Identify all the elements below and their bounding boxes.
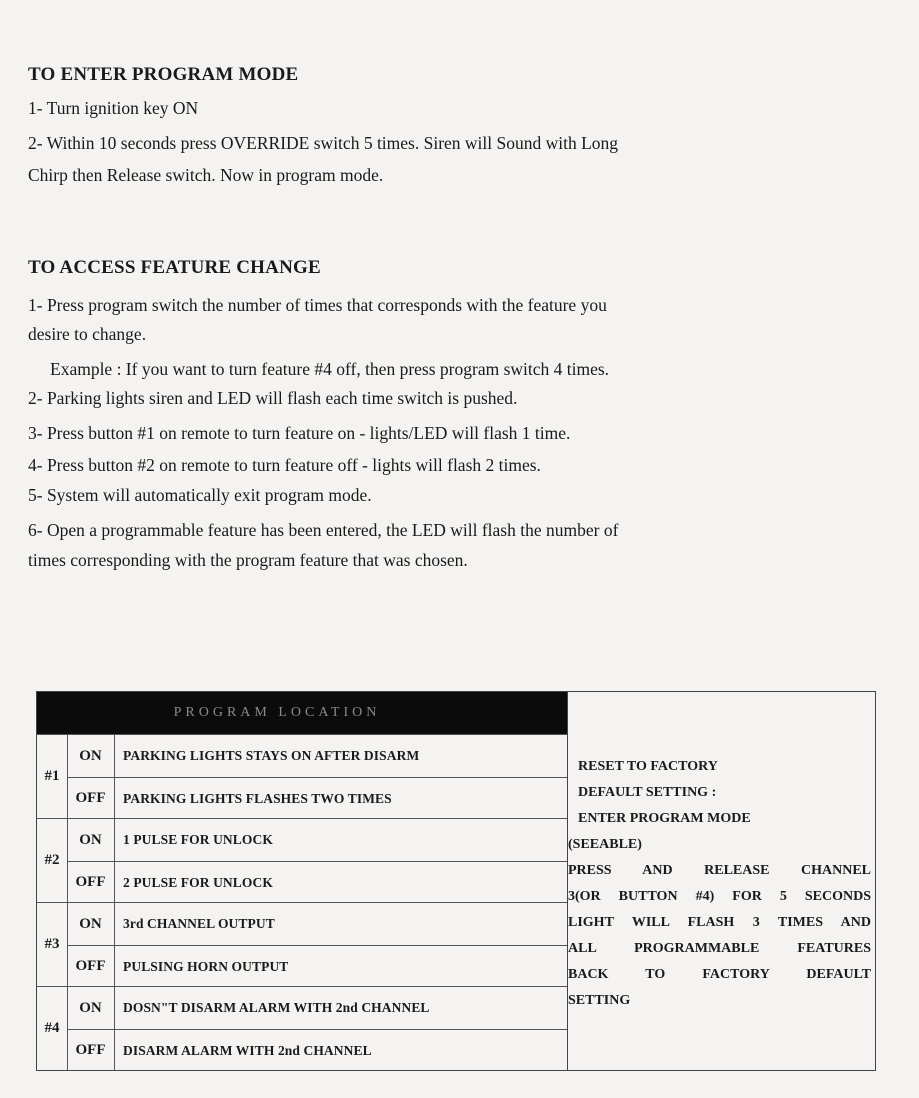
step-line: times corresponding with the program feature that was chosen. [28, 550, 468, 570]
state-description: DOSN"T DISARM ALARM WITH 2nd CHANNEL [123, 1000, 430, 1015]
feature-off-row [67, 945, 567, 987]
state-description: 1 PULSE FOR UNLOCK [123, 832, 273, 847]
step-line: 2- Within 10 seconds press OVERRIDE switch 5 times. Siren will Sound with Long [28, 133, 619, 153]
feature-group-4 [37, 986, 567, 1070]
state-description: 2 PULSE FOR UNLOCK [123, 874, 273, 890]
feature-number: #3 [37, 903, 68, 986]
step-line: 4- Press button #2 on remote to turn feature off - lights will flash 2 times. [28, 455, 541, 475]
reset-line: ALL PROGRAMMABLE FEATURES [568, 941, 871, 956]
step-line: 1- Turn ignition key ON [28, 98, 199, 118]
feature-on-row [67, 903, 567, 945]
state-description: PARKING LIGHTS STAYS ON AFTER DISARM [123, 748, 420, 763]
reset-instructions [567, 692, 874, 1070]
feature-group-2 [37, 818, 567, 902]
reset-line: (SEEABLE) [568, 837, 642, 852]
table-header-label: PROGRAM LOCATION [173, 705, 381, 720]
example-line: Example : If you want to turn feature #4 off, then press program switch 4 times. [50, 359, 610, 379]
state-label: ON [67, 819, 115, 861]
state-label: ON [67, 987, 115, 1029]
program-location-table [36, 691, 876, 1071]
state-label: OFF [67, 862, 115, 903]
state-label: OFF [67, 946, 115, 987]
reset-line: ENTER PROGRAM MODE [578, 811, 751, 826]
reset-line: LIGHT WILL FLASH 3 TIMES AND [568, 915, 871, 930]
feature-number: #1 [37, 735, 68, 818]
feature-off-row [67, 861, 567, 903]
state-label: ON [67, 735, 115, 777]
step-line: 1- Press program switch the number of times that corresponds with the feature you [28, 295, 607, 315]
step-line: 3- Press button #1 on remote to turn feature on - lights/LED will flash 1 time. [28, 423, 571, 443]
step-line: 6- Open a programmable feature has been entered, the LED will flash the number of [28, 520, 619, 540]
feature-group-3 [37, 902, 567, 986]
program-location-column [37, 692, 567, 1070]
state-label: OFF [67, 778, 115, 819]
reset-line: RESET TO FACTORY [578, 759, 718, 774]
reset-line: SETTING [568, 993, 631, 1008]
feature-on-row [67, 987, 567, 1029]
step-line: 5- System will automatically exit program mode. [28, 485, 372, 505]
reset-line: 3(OR BUTTON #4) FOR 5 SECONDS [568, 889, 871, 904]
feature-off-row [67, 1029, 567, 1071]
reset-line: BACK TO FACTORY DEFAULT [568, 967, 871, 982]
feature-off-row [67, 777, 567, 819]
reset-line: DEFAULT SETTING : [578, 785, 717, 800]
enter-program-mode-heading: TO ENTER PROGRAM MODE [28, 64, 299, 85]
state-label: ON [67, 903, 115, 945]
state-description: DISARM ALARM WITH 2nd CHANNEL [123, 1042, 372, 1058]
state-description: 3rd CHANNEL OUTPUT [123, 916, 275, 931]
access-feature-change-heading: TO ACCESS FEATURE CHANGE [28, 257, 321, 278]
reset-line: PRESS AND RELEASE CHANNEL [568, 863, 871, 878]
step-line: Chirp then Release switch. Now in program mode. [28, 165, 384, 185]
state-description: PARKING LIGHTS FLASHES TWO TIMES [123, 790, 392, 806]
feature-on-row [67, 819, 567, 861]
step-line: 2- Parking lights siren and LED will flash each time switch is pushed. [28, 388, 518, 408]
feature-number: #2 [37, 819, 68, 902]
feature-number: #4 [37, 987, 68, 1070]
table-header [37, 692, 567, 734]
feature-on-row [67, 735, 567, 777]
state-label: OFF [67, 1030, 115, 1071]
step-line: desire to change. [28, 324, 147, 344]
feature-group-1 [37, 734, 567, 818]
state-description: PULSING HORN OUTPUT [123, 958, 289, 974]
